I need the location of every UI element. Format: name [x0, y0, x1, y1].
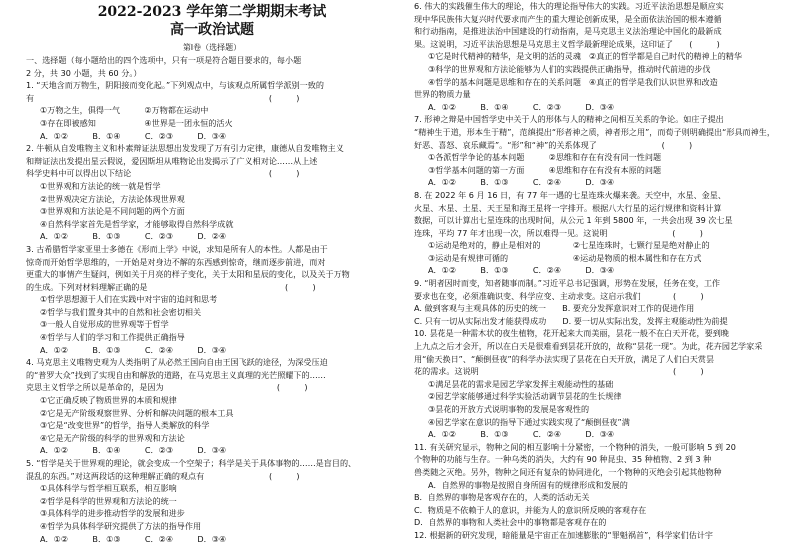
text-line: 6. 伟大的实践催生伟大的理论，伟大的理论指导伟大的实践。习近平法治思想是顺应实: [414, 1, 724, 11]
text-line: A．自然界的事物是按照自身所固有的规律形成和发展的: [428, 479, 628, 490]
text-line: C．物质是不依赖于人的意识，并能为人的意识所反映的客观存在: [414, 504, 647, 515]
text-line: ①万物之生，俱得一气 ②万物都在运动中: [40, 105, 209, 116]
exam-subtitle: 高一政治试题: [170, 22, 254, 38]
text-line: A．①② B．①③ C．②④ D．③④: [428, 177, 615, 188]
text-line: ④自然科学家首先是哲学家，才能够取得自然科学成就: [40, 218, 234, 229]
text-line: 克思主义哲学之所以是革命的，是因为 ( ): [26, 382, 308, 393]
text-line: ①具体科学与哲学相互联系，相互影响: [40, 483, 177, 494]
text-line: 数据，可以计算出七星连珠的出现时间，从公元 1 年到 5800 年，一共会出现 39 次七星: [414, 215, 733, 226]
text-line: 有 ( ): [26, 92, 300, 103]
text-line: 好恶、喜怒、哀乐藏焉”。“形”和“神”的关系体现了 ( ): [414, 139, 693, 150]
text-line: A. 做到客观与主观具体的历史的统一 B. 要充分发挥意识对工作的促进作用: [414, 303, 695, 314]
text-line: 的“普罗大众”找到了实现自由和解放的道路，在马克思主义真理的光芒照耀下的……: [26, 369, 326, 380]
text-line: ③世界观和方法论是不同问题的两个方面: [40, 206, 185, 217]
text-line: 和行动指南，是推进法治中国建设的行动指南，是马克思主义法治理论中国化的最新成: [414, 26, 722, 37]
text-line: 3. 古希腊哲学家亚里士多德在《形而上学》中说，求知是所有人的本性。人都是由于: [26, 243, 328, 254]
text-line: ②世界观决定方法论，方法论体现世界观: [40, 193, 185, 204]
text-line: 4. 马克思主义唯物史观为人类指明了从必然王国向自由王国飞跃的途径，为深受压迫: [26, 357, 328, 368]
text-line: ②哲学与我们置身其中的自然和社会密切相关: [40, 306, 202, 317]
text-line: 火星、木星、土星、天王星和海王星将一字排开。根据八大行星的运行规律和资料计算: [414, 202, 722, 213]
text-line: ①它正确反映了物质世界的本质和规律: [40, 395, 177, 406]
text-line: 9. “明者因时而变，知者随事而制。”习近平总书记强调，形势在发展，任务在变，工作: [414, 278, 721, 289]
text-line: D．自然界的事物和人类社会中的事物都是客观存在的: [414, 517, 607, 528]
text-line: A．①② B．①③ C．②④ D．③④: [40, 344, 227, 355]
text-line: ③科学的世界观和方法论能够为人们的实践提供正确指导，推动时代前进的步伐: [428, 63, 711, 74]
right-question-text: [414, 0, 782, 542]
text-line: A．①② B．①④ C．②③ D．③④: [40, 130, 227, 141]
text-line: ①它是时代精神的精华，是文明的活的灵魂 ②真正的哲学都是自己时代的精神上的精华: [428, 51, 742, 62]
text-line: 7. 形神之辩是中国哲学史中关于人的形体与人的精神之间相互关系的争论。如庄子提出: [414, 114, 724, 125]
text-line: 1. “天地含而万物生，阴阳接而变化起。”下列观点中，与该观点所属哲学派别一致的: [26, 80, 324, 91]
text-line: ③哲学基本问题的第一方面 ④思维和存在有没有本原的问题: [428, 164, 662, 175]
text-line: C. 只有一切从实际出发才能获得成功 D. 要一切从实际出发，发挥主观能动性为前提: [414, 315, 728, 326]
text-line: ③一般人自觉形成的世界观等于哲学: [40, 319, 169, 330]
volume-label: 第Ⅰ卷（选择题）: [182, 43, 242, 52]
text-line: ②它是无产阶级观察世界、分析和解决问题的根本工具: [40, 407, 234, 418]
text-line: 个物种的功能与生存。一种乌类的消失，大约有 90 种昆虫、35 种植物、2 到 3 种: [414, 454, 712, 465]
text-line: 10. 昙花是一种需木状的夜生植物，花开起来大而美丽，昙花一般不在白天开花，要到晚: [414, 328, 729, 339]
text-line: ④哲学为具体科学研究提供了方法的指导作用: [40, 520, 202, 531]
text-line: A．①② B．①③ C．②④ D．③④: [428, 429, 615, 440]
text-line: 11. 有关研究显示，物种之间的相互影响十分紧密，一个物种的消失，一般可影响 5 到 20: [414, 441, 736, 452]
text-line: A．①② B．①④ C．②③ D．③④: [40, 445, 227, 456]
text-line: A．①② B．①④ C．②③ D．③④: [428, 101, 615, 112]
right-column: [414, 0, 782, 560]
text-line: ③它是“改变世界”的哲学，指导人类解放的科学: [40, 420, 210, 431]
text-line: ①运动是绝对的，静止是相对的 ②七星连珠时，七颗行星是绝对静止的: [428, 240, 710, 251]
text-line: A．①② B．①③ C．②③ D．②④: [40, 231, 227, 242]
text-line: A．①② B．①③ C．②④ D．③④: [40, 533, 227, 544]
text-line: 和辩证法出发提出星云假说，爱因斯坦从唯物论出发揭示了广义相对论……从上述: [26, 155, 318, 166]
text-line: 果。这说明，习近平法治思想是马克思主义哲学最新理论成果，这印证了 ( ): [414, 38, 720, 49]
text-line: 2 分，共 30 小题，共 60 分。）: [26, 67, 142, 78]
text-line: ④它是无产阶级的科学的世界观和方法论: [40, 432, 185, 443]
text-line: ③存在即被感知 ④世界是一团永恒的活火: [40, 117, 233, 128]
left-question-text: [26, 54, 398, 545]
text-line: 惊奇而开始哲学思维的，一开始是对身边不解的东西感到惊奇，继而逐步前进，而对: [26, 256, 326, 267]
text-line: 5. “哲学是关于世界观的理论，就会变成一个空架子；科学是关于具体事物的……是盲目的、: [26, 458, 357, 468]
text-line: ③具体科学的进步推动哲学的发展和进步: [40, 508, 185, 519]
text-line: ②哲学是科学的世界观和方法论的统一: [40, 495, 177, 506]
text-line: 现中华民族伟大复兴时代要求而产生的重大理论创新成果，是全面依法治国的根本遵循: [414, 13, 722, 24]
text-line: ①世界观和方法论的统一就是哲学: [40, 180, 161, 191]
text-line: ①各派哲学争论的基本问题 ②思维和存在有没有同一性问题: [428, 152, 662, 163]
text-line: ③运动是有规律可循的 ④运动是物质的根本属性和存在方式: [428, 252, 702, 263]
text-line: ④园艺学家在意识的指导下通过实践实现了“颠倒昼夜”满: [428, 416, 630, 427]
text-line: ④哲学的基本问题是思维和存在的关系问题 ④真正的哲学是我们认识世界和改造: [428, 76, 718, 87]
text-line: 兽类随之灭绝。另外，物种之间还有复杂的协同进化，一个物种的灭绝会引起其他物种: [414, 466, 722, 477]
text-line: 一、选择题（每小题给出的四个选项中，只有一项是符合题目要求的，每小题: [26, 55, 302, 65]
text-line: 12. 根据新的研究发现，暗能量是宇宙正在加速膨胀的“罪魁祸首”，科学家们估计宇: [414, 529, 714, 540]
text-line: 上九点之后才会开，所以在白天是很难看到昙花开放的，故称“昙花一现”。为此，花卉园艺学家采: [414, 341, 763, 352]
text-line: 花的需求。这说明 ( ): [414, 366, 704, 377]
text-line: 要求也在变，必须准确识变、科学应变、主动求变。这启示我们 ( ): [414, 290, 704, 301]
text-line: ②园艺学家能够通过科学实验活动调节昙花的生长规律: [428, 391, 622, 402]
text-line: 混乱的东西。”对这两段话的这种理解正确的观点有 ( ): [26, 470, 300, 481]
text-line: ①哲学思想源于人们在实践中对宇宙的追问和思考: [40, 294, 218, 305]
exam-title: 2022-2023 学年第二学期期末考试: [97, 4, 327, 20]
text-line: 用“偷天换日”、“颠倒昼夜”的科学办法实现了昙花在白天开放，满足了人们白天赏昙: [414, 353, 715, 364]
text-line: 世界的物质力量: [414, 89, 471, 100]
text-line: “精神生于道，形本生于精”，范缜提出“形者神之质，神者形之用”，而荀子则明确提出“形具而神生，: [414, 126, 775, 137]
text-line: B．自然界的事物是客观存在的，人类的活动无关: [414, 492, 590, 503]
text-line: 科学史料中可以得出以下结论 ( ): [26, 168, 300, 179]
text-line: ④哲学与人们的学习和工作提供正确指导: [40, 332, 185, 343]
text-line: 连珠，平均 77 年才出现一次，所以难得一见。这说明 ( ): [414, 227, 703, 238]
text-line: 更重大的事情产生疑问，例如关于月亮的样子变化，关于太阳和星辰的变化，以及关于万物: [26, 269, 350, 280]
text-line: 8. 在 2022 年 6 月 16 日，有 77 年一遇的七星连珠火爆来袭。天空中，水星、金星、: [414, 189, 726, 200]
text-line: A．①② B．①③ C．②④ D．③④: [428, 265, 615, 276]
text-line: 2. 牛顿从自发唯物主义和朴素辩证法思想出发发现了万有引力定律，康德从自发唯物主义: [26, 143, 344, 154]
text-line: ①满足昙花的需求是园艺学家发挥主观能动性的基础: [428, 378, 614, 389]
text-line: 的生成。下列对材料理解正确的是 ( ): [26, 281, 316, 292]
left-column: [26, 0, 398, 560]
text-line: ③昙花的开放方式说明事物的发展是客观性的: [428, 404, 590, 414]
